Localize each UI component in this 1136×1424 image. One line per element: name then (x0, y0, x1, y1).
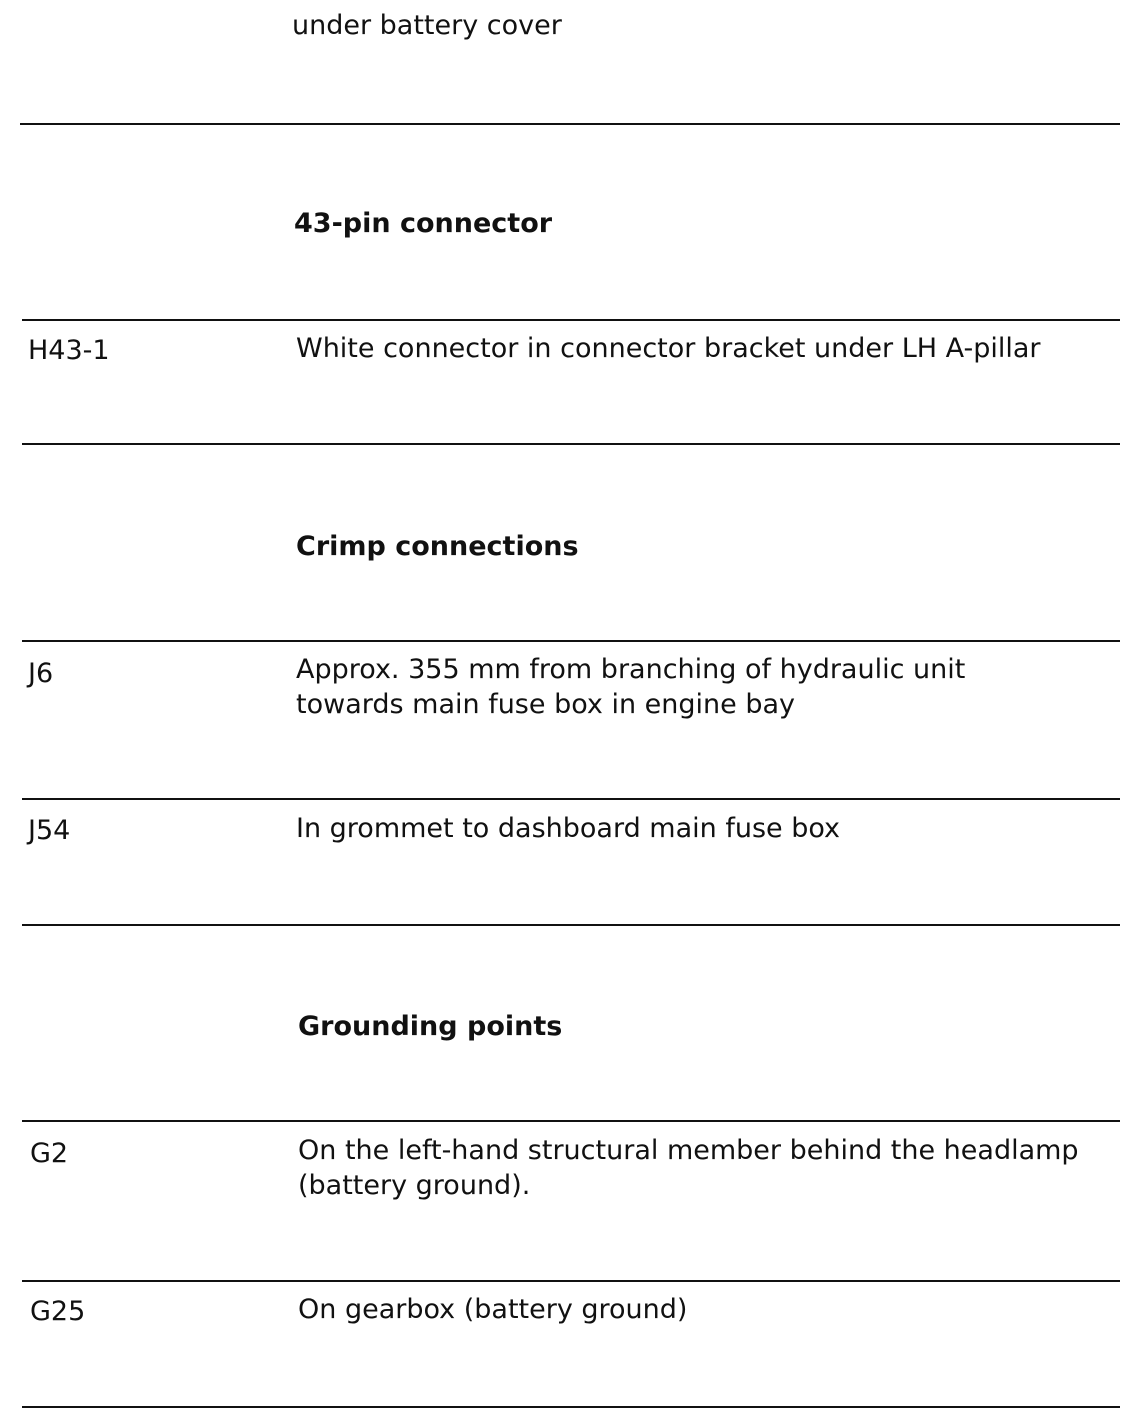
divider (22, 640, 1120, 642)
divider (22, 1280, 1120, 1282)
row-description-line: towards main fuse box in engine bay (296, 689, 795, 720)
row-code: G2 (30, 1138, 69, 1169)
divider (22, 443, 1120, 445)
divider (22, 798, 1120, 800)
section-heading: 43-pin connector (294, 208, 553, 239)
row-description: On gearbox (battery ground) (298, 1294, 688, 1325)
continuation-text: under battery cover (292, 10, 562, 41)
row-code: J54 (28, 815, 71, 846)
divider (22, 1120, 1120, 1122)
row-description-line: (battery ground). (298, 1170, 531, 1201)
divider (22, 924, 1120, 926)
row-description-line: Approx. 355 mm from branching of hydraulic unit (296, 654, 966, 685)
section-heading: Grounding points (298, 1011, 563, 1042)
row-description: White connector in connector bracket under LH A-pillar (296, 333, 1041, 364)
row-description: In grommet to dashboard main fuse box (296, 813, 841, 844)
section-heading: Crimp connections (296, 531, 579, 562)
divider (22, 319, 1120, 321)
row-code: H43-1 (28, 335, 110, 366)
row-code: J6 (28, 658, 54, 689)
row-description-line: On the left-hand structural member behind the headlamp (298, 1135, 1079, 1166)
divider (22, 1406, 1120, 1408)
divider (20, 123, 1120, 125)
row-code: G25 (30, 1296, 86, 1327)
